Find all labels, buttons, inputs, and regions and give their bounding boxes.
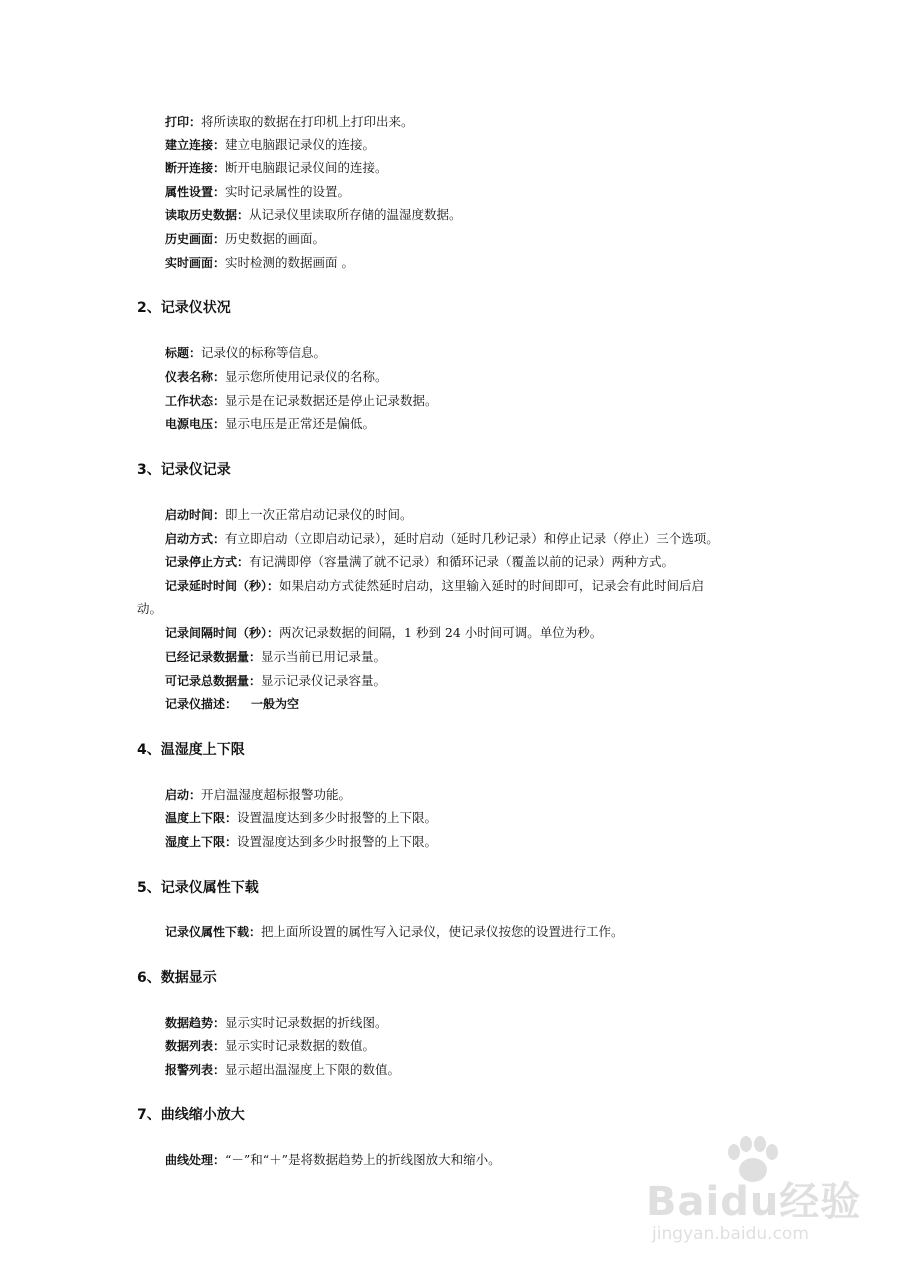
item-term: 断开连接：	[165, 161, 226, 175]
item-desc: 记录仪的标称等信息。	[201, 345, 327, 360]
item-term: 记录延时时间（秒）：	[165, 579, 280, 593]
item-desc: 即上一次正常启动记录仪的时间。	[225, 507, 413, 522]
item-term: 记录仪描述：	[165, 697, 238, 711]
watermark-url: jingyan.baidu.com	[652, 1224, 809, 1244]
item-desc: 将所读取的数据在打印机上打印出来。	[201, 114, 414, 129]
item-term: 启动方式：	[165, 532, 226, 546]
item-desc: 两次记录数据的间隔，1 秒到 24 小时间可调。单位为秒。	[279, 625, 603, 640]
item-desc: 显示电压是正常还是偏低。	[225, 416, 376, 431]
item-term: 启动时间：	[165, 508, 226, 522]
list-item	[165, 1038, 375, 1054]
item-history-view	[165, 231, 325, 247]
item-desc: 一般为空	[251, 697, 300, 711]
item-term: 打印：	[165, 115, 202, 129]
item-read-history	[165, 207, 462, 223]
list-item	[165, 1152, 501, 1168]
list-item	[165, 345, 326, 361]
item-term: 实时画面：	[165, 256, 226, 270]
baidu-watermark	[640, 1132, 880, 1262]
item-term: 标题：	[165, 346, 202, 360]
item-term: 启动：	[165, 788, 202, 802]
item-term: 建立连接：	[165, 138, 226, 152]
item-realtime-view	[165, 255, 354, 271]
item-term: 电源电压：	[165, 417, 226, 431]
item-term: 属性设置：	[165, 185, 226, 199]
item-term: 已经记录数据量：	[165, 650, 262, 664]
section-heading: 2、记录仪状况	[137, 300, 231, 316]
item-term: 记录停止方式：	[165, 555, 250, 569]
item-desc: 显示实时记录数据的数值。	[225, 1038, 376, 1053]
list-item	[165, 578, 704, 594]
item-desc: 设置湿度达到多少时报警的上下限。	[237, 834, 438, 849]
item-desc: 有记满即停（容量满了就不记录）和循环记录（覆盖以前的记录）两种方式。	[249, 554, 675, 569]
item-print	[165, 114, 414, 130]
section-heading: 6、数据显示	[137, 970, 217, 986]
list-item	[165, 416, 375, 432]
item-desc: “－”和“＋”是将数据趋势上的折线图放大和缩小。	[225, 1152, 501, 1167]
list-item	[165, 393, 438, 409]
item-desc: 显示当前已用记录量。	[261, 649, 387, 664]
item-term: 读取历史数据：	[165, 208, 250, 222]
item-desc: 实时检测的数据画面 。	[225, 255, 354, 270]
list-item	[165, 554, 674, 570]
item-term: 记录间隔时间（秒）：	[165, 626, 280, 640]
item-desc: 有立即启动（立即启动记录），延时启动（延时几秒记录）和停止记录（停止）三个选项。	[225, 531, 719, 546]
item-term: 数据趋势：	[165, 1016, 226, 1030]
section-heading: 5、记录仪属性下载	[137, 880, 259, 896]
item-desc-continuation: 动。	[137, 601, 163, 616]
item-term: 温度上下限：	[165, 811, 238, 825]
item-desc: 从记录仪里读取所存储的温湿度数据。	[249, 207, 462, 222]
section-heading: 7、曲线缩小放大	[137, 1107, 245, 1123]
list-item	[165, 924, 624, 940]
list-item	[165, 1062, 400, 1078]
item-settings	[165, 184, 350, 200]
item-term: 曲线处理：	[165, 1153, 226, 1167]
item-desc: 设置温度达到多少时报警的上下限。	[237, 810, 438, 825]
item-desc: 开启温湿度超标报警功能。	[201, 787, 352, 802]
item-term: 可记录总数据量：	[165, 674, 262, 688]
section-heading: 3、记录仪记录	[137, 462, 231, 478]
item-term: 仪表名称：	[165, 370, 226, 384]
list-item	[165, 787, 351, 803]
watermark-brand: Baidu经验	[646, 1179, 862, 1225]
item-desc: 建立电脑跟记录仪的连接。	[225, 137, 376, 152]
list-item	[165, 1015, 388, 1031]
list-item	[165, 649, 386, 665]
item-desc: 显示您所使用记录仪的名称。	[225, 369, 388, 384]
item-disconnect	[165, 160, 388, 176]
item-term: 工作状态：	[165, 394, 226, 408]
list-item	[165, 507, 413, 523]
item-desc: 显示实时记录数据的折线图。	[225, 1015, 388, 1030]
list-item	[165, 696, 299, 712]
item-desc: 实时记录属性的设置。	[225, 184, 351, 199]
list-item	[165, 810, 437, 826]
list-item	[165, 834, 437, 850]
item-desc: 显示是在记录数据还是停止记录数据。	[225, 393, 438, 408]
list-item	[165, 673, 386, 689]
item-connect	[165, 137, 375, 153]
item-desc: 断开电脑跟记录仪间的连接。	[225, 160, 388, 175]
item-desc: 历史数据的画面。	[225, 231, 326, 246]
item-desc: 显示记录仪记录容量。	[261, 673, 387, 688]
item-desc: 显示超出温湿度上下限的数值。	[225, 1062, 401, 1077]
section-heading: 4、温湿度上下限	[137, 742, 245, 758]
item-term: 历史画面：	[165, 232, 226, 246]
list-item	[165, 625, 602, 641]
item-term: 报警列表：	[165, 1063, 226, 1077]
list-item	[165, 531, 719, 547]
item-desc: 把上面所设置的属性写入记录仪，使记录仪按您的设置进行工作。	[261, 924, 624, 939]
item-term: 记录仪属性下载：	[165, 925, 262, 939]
item-desc: 如果启动方式徒然延时启动，这里输入延时的时间即可，记录会有此时间后启	[279, 578, 705, 593]
list-item	[165, 369, 388, 385]
item-term: 数据列表：	[165, 1039, 226, 1053]
item-term: 湿度上下限：	[165, 835, 238, 849]
